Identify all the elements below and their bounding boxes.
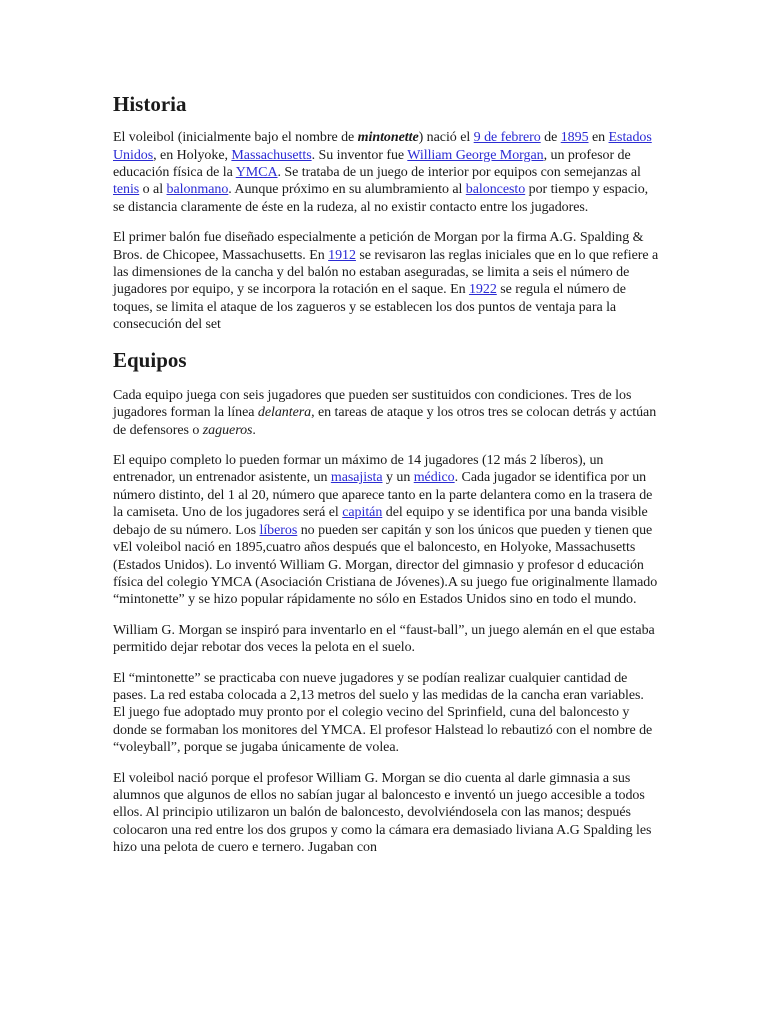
text-run: , un profesor de educación física de la — [113, 147, 631, 180]
text-run: se revisaron las reglas iniciales que en lo que refiere a las dimensiones de la cancha y del balón no estaban aseguradas, se limita a seis el número de jugadores por equipo, y se incorpora la rotación en el saque. En — [113, 247, 659, 298]
text-run: ) nació el — [418, 130, 474, 146]
text-link[interactable]: balonmano — [166, 182, 229, 198]
text-run: o al — [139, 182, 167, 198]
paragraph — [113, 670, 659, 757]
text-link[interactable]: 1912 — [328, 247, 356, 263]
text-run: El equipo completo lo pueden formar un máximo de 14 jugadores (12 más 2 líberos), un entrenador, un entrenador asistente, un — [113, 453, 604, 486]
italic-term: zagueros — [202, 422, 253, 438]
paragraph — [113, 622, 659, 657]
text-link[interactable]: 9 de febrero — [473, 130, 541, 146]
text-link[interactable]: masajista — [330, 470, 383, 486]
text-run: se regula el número de toques, se limita el ataque de los zagueros y se establecen los dos puntos de ventaja para la consecución del set — [113, 282, 626, 333]
text-link[interactable]: Estados Unidos — [113, 130, 652, 163]
text-link[interactable]: líberos — [259, 522, 298, 538]
text-run: de — [540, 130, 561, 146]
document-content — [113, 92, 659, 870]
text-run: El “mintonette” se practicaba con nueve jugadores y se podían realizar cualquier cantidad de pases. La red estaba colocada a 2,13 metros del suelo y las medidas de la cancha eran variables. El juego fue adoptado muy pronto por el colegio vecino del Sprinfield, cuna del baloncesto y donde se formaban los monitores del YMCA. El profesor Halstead lo rebautizó con el nombre de “voleyball”, porque se jugaba únicamente de volea. — [113, 670, 653, 756]
text-run: . — [252, 422, 256, 438]
text-run: en — [588, 130, 609, 146]
paragraph — [113, 452, 659, 609]
text-link[interactable]: 1895 — [560, 130, 589, 146]
text-link[interactable]: YMCA — [235, 165, 278, 180]
text-run: . Se trataba de un juego de interior por equipos con semejanzas al — [277, 165, 641, 180]
text-run: y un — [382, 470, 414, 486]
text-run: William G. Morgan se inspiró para inventarlo en el “faust-ball”, un juego alemán en el que estaba permitido dejar rebotar dos veces la pelota en el suelo. — [113, 622, 655, 656]
text-link[interactable]: Massachusetts — [231, 147, 312, 163]
italic-term: delantera — [257, 405, 312, 421]
text-link[interactable]: tenis — [113, 182, 140, 198]
paragraph — [113, 387, 659, 439]
heading-historia: Historia — [113, 92, 187, 116]
text-link[interactable]: William George Morgan — [407, 147, 544, 163]
emphasized-term: mintonette — [357, 130, 419, 146]
text-run: . Su inventor fue — [311, 147, 408, 163]
text-link[interactable]: capitán — [342, 505, 383, 521]
text-run: no pueden ser capitán y son los únicos que pueden y tienen que vEl voleibol nació en 1895,cuatro años después que el baloncesto, en Holyoke, Massachusetts (Estados Unidos). Lo inventó William G. Morgan, director del gimnasio y profesor d educación física del colegio YMCA (Asociación Cristiana de Jóvenes).A su juego fue originalmente llamado “mintonette” y se hizo popular rápidamente no sólo en Estados Unidos sino en todo el mundo. — [113, 522, 658, 608]
text-run: del equipo y se identifica por una banda visible debajo de su número. Los — [113, 505, 648, 538]
text-run: , en tareas de ataque y los otros tres se colocan detrás y actúan de defensores o — [113, 405, 657, 438]
text-run: . Cada jugador se identifica por un número distinto, del 1 al 20, número que aparece tanto en la parte delantera como en la trasera de la camiseta. Uno de los jugadores será el — [113, 470, 653, 521]
text-run: por tiempo y espacio, se distancia claramente de éste en la rudeza, al no existir contacto entre los jugadores. — [113, 182, 649, 215]
text-link[interactable]: baloncesto — [465, 182, 526, 198]
text-run: El voleibol nació porque el profesor William G. Morgan se dio cuenta al darle gimnasia a sus alumnos que algunos de ellos no sabían jugar al baloncesto e inventó un juego accesible a todos ellos. Al principio utilizaron un balón de baloncesto, devolviéndosela con las manos; después colocaron una red entre los dos grupos y como la cámara era demasiado liviana A.G Spalding les hizo una pelota de cuero e ternero. Jugaban con — [113, 770, 652, 856]
text-run: , en Holyoke, — [153, 147, 232, 163]
paragraph — [113, 129, 659, 216]
paragraph — [113, 770, 659, 857]
heading-equipos: Equipos — [113, 347, 187, 372]
text-link[interactable]: 1922 — [468, 282, 497, 298]
text-run: El voleibol (inicialmente bajo el nombre de — [113, 130, 358, 146]
text-run: Cada equipo juega con seis jugadores que pueden ser sustituidos con condiciones. Tres de los jugadores forman la línea — [113, 387, 632, 421]
paragraph — [113, 229, 659, 333]
text-link[interactable]: médico — [413, 470, 455, 486]
text-run: El primer balón fue diseñado especialmente a petición de Morgan por la firma A.G. Spalding & Bros. de Chicopee, Massachusetts. En — [113, 230, 644, 263]
text-run: . Aunque próximo en su alumbramiento al — [228, 182, 466, 198]
